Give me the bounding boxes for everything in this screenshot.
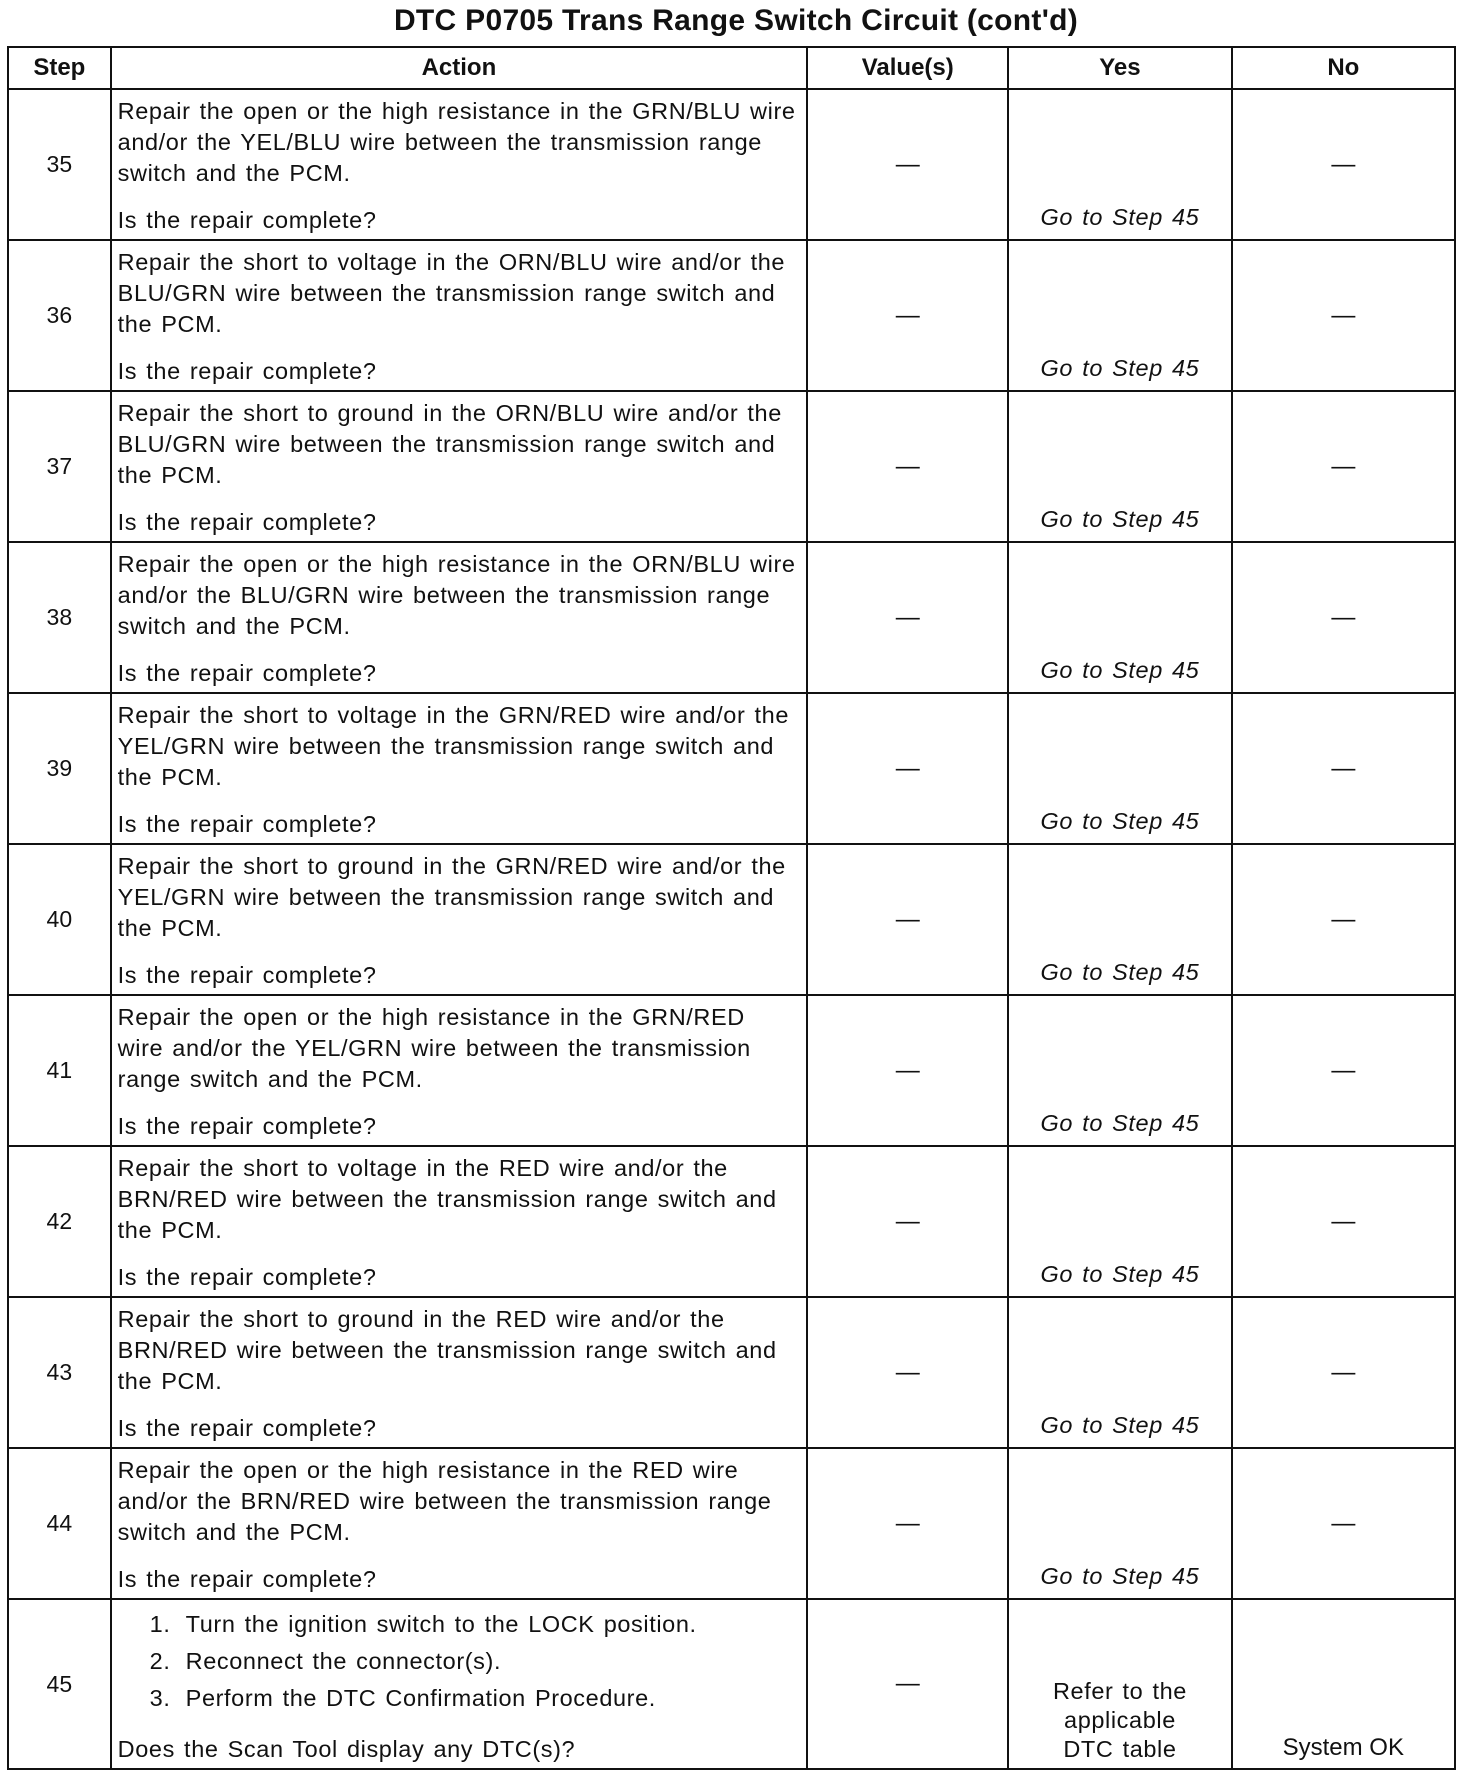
table-row — [8, 693, 1455, 844]
value-cell: — — [807, 995, 1008, 1146]
no-cell: — — [1232, 844, 1455, 995]
header-yes: Yes — [1008, 47, 1231, 89]
no-cell: System OK — [1232, 1599, 1455, 1769]
header-no: No — [1232, 47, 1455, 89]
value-cell: — — [807, 240, 1008, 391]
action-question: Is the repair complete? — [117, 811, 377, 837]
action-question: Is the repair complete? — [117, 207, 377, 233]
action-cell — [111, 995, 808, 1146]
action-text: Repair the short to ground in the ORN/BLU wire and/or the BLU/GRN wire between the transmission range switch and the PCM. — [117, 400, 782, 488]
action-question: Does the Scan Tool display any DTC(s)? — [117, 1736, 576, 1762]
action-cell — [111, 1448, 808, 1599]
yes-line: applicable — [1064, 1707, 1176, 1733]
action-text: Repair the short to voltage in the RED wire and/or the BRN/RED wire between the transmission range switch and the PCM. — [117, 1155, 777, 1243]
table-row — [8, 240, 1455, 391]
no-cell: — — [1232, 693, 1455, 844]
value-cell: — — [807, 1297, 1008, 1448]
list-item-number: 1. — [149, 1611, 171, 1637]
table-row — [8, 1448, 1455, 1599]
diagnostic-table — [7, 46, 1456, 1770]
action-question: Is the repair complete? — [117, 1566, 377, 1592]
action-text: Repair the open or the high resistance in the RED wire and/or the BRN/RED wire between the transmission range switch and the PCM. — [117, 1457, 772, 1545]
list-item-number: 3. — [149, 1685, 171, 1711]
step-number: 35 — [8, 89, 111, 240]
yes-line: Refer to the — [1052, 1678, 1187, 1704]
header-values: Value(s) — [807, 47, 1008, 89]
yes-cell: Go to Step 45 — [1008, 1146, 1231, 1297]
step-number: 40 — [8, 844, 111, 995]
yes-line: DTC table — [1063, 1736, 1177, 1762]
list-item-text: Perform the DTC Confirmation Procedure. — [185, 1685, 656, 1711]
table-row — [8, 844, 1455, 995]
action-question: Is the repair complete? — [117, 1264, 377, 1290]
action-question: Is the repair complete? — [117, 1415, 377, 1441]
no-cell: — — [1232, 1297, 1455, 1448]
list-item — [150, 1680, 799, 1717]
action-question: Is the repair complete? — [117, 358, 377, 384]
value-cell: — — [807, 391, 1008, 542]
action-cell — [111, 1146, 808, 1297]
table-row — [8, 1297, 1455, 1448]
step-number: 41 — [8, 995, 111, 1146]
yes-cell: Go to Step 45 — [1008, 240, 1231, 391]
action-cell — [111, 391, 808, 542]
no-cell: — — [1232, 240, 1455, 391]
yes-cell: Go to Step 45 — [1008, 844, 1231, 995]
no-cell: — — [1232, 391, 1455, 542]
action-cell — [111, 542, 808, 693]
action-text: Repair the short to ground in the GRN/RED wire and/or the YEL/GRN wire between the transmission range switch and the PCM. — [117, 853, 786, 941]
no-cell: — — [1232, 542, 1455, 693]
value-cell: — — [807, 1599, 1008, 1769]
list-item-number: 2. — [149, 1648, 171, 1674]
step-number: 36 — [8, 240, 111, 391]
action-cell — [111, 693, 808, 844]
value-cell: — — [807, 542, 1008, 693]
action-text: Repair the short to voltage in the GRN/RED wire and/or the YEL/GRN wire between the transmission range switch and the PCM. — [117, 702, 789, 790]
action-question: Is the repair complete? — [117, 962, 377, 988]
action-cell — [111, 240, 808, 391]
yes-cell: Go to Step 45 — [1008, 1297, 1231, 1448]
yes-cell: Go to Step 45 — [1008, 693, 1231, 844]
value-cell: — — [807, 693, 1008, 844]
value-cell: — — [807, 844, 1008, 995]
no-cell: — — [1232, 1448, 1455, 1599]
table-row — [8, 89, 1455, 240]
yes-cell — [1008, 1599, 1231, 1769]
action-cell — [111, 89, 808, 240]
yes-cell: Go to Step 45 — [1008, 89, 1231, 240]
yes-cell: Go to Step 45 — [1008, 1448, 1231, 1599]
action-text: Repair the short to ground in the RED wire and/or the BRN/RED wire between the transmission range switch and the PCM. — [117, 1306, 777, 1394]
value-cell: — — [807, 1146, 1008, 1297]
list-item-text: Turn the ignition switch to the LOCK position. — [185, 1611, 697, 1637]
action-cell — [111, 844, 808, 995]
step-number: 44 — [8, 1448, 111, 1599]
action-cell — [111, 1599, 808, 1769]
table-row — [8, 1146, 1455, 1297]
table-header-row — [8, 47, 1455, 89]
list-item — [150, 1643, 799, 1680]
list-item — [150, 1606, 799, 1643]
table-row — [8, 1599, 1455, 1769]
header-step: Step — [8, 47, 111, 89]
action-text: Repair the short to voltage in the ORN/BLU wire and/or the BLU/GRN wire between the transmission range switch and the PCM. — [117, 249, 786, 337]
action-question: Is the repair complete? — [117, 1113, 377, 1139]
list-item-text: Reconnect the connector(s). — [185, 1648, 502, 1674]
no-cell: — — [1232, 995, 1455, 1146]
no-cell: — — [1232, 89, 1455, 240]
step-number: 38 — [8, 542, 111, 693]
action-question: Is the repair complete? — [117, 509, 377, 535]
action-text: Repair the open or the high resistance in the GRN/RED wire and/or the YEL/GRN wire between the transmission range switch and the PCM. — [117, 1004, 751, 1092]
table-row — [8, 391, 1455, 542]
table-row — [8, 995, 1455, 1146]
table-row — [8, 542, 1455, 693]
procedure-list — [118, 1606, 799, 1717]
value-cell: — — [807, 89, 1008, 240]
no-cell: — — [1232, 1146, 1455, 1297]
page-title: DTC P0705 Trans Range Switch Circuit (cont'd) — [393, 4, 1079, 37]
step-number: 43 — [8, 1297, 111, 1448]
action-text: Repair the open or the high resistance in the GRN/BLU wire and/or the YEL/BLU wire between the transmission range switch and the PCM. — [117, 98, 796, 186]
header-action: Action — [111, 47, 808, 89]
action-cell — [111, 1297, 808, 1448]
value-cell: — — [807, 1448, 1008, 1599]
step-number: 45 — [8, 1599, 111, 1769]
step-number: 42 — [8, 1146, 111, 1297]
yes-cell: Go to Step 45 — [1008, 995, 1231, 1146]
action-question: Is the repair complete? — [117, 660, 377, 686]
step-number: 39 — [8, 693, 111, 844]
step-number: 37 — [8, 391, 111, 542]
yes-cell: Go to Step 45 — [1008, 391, 1231, 542]
action-text: Repair the open or the high resistance in the ORN/BLU wire and/or the BLU/GRN wire between the transmission range switch and the PCM. — [117, 551, 796, 639]
yes-cell: Go to Step 45 — [1008, 542, 1231, 693]
